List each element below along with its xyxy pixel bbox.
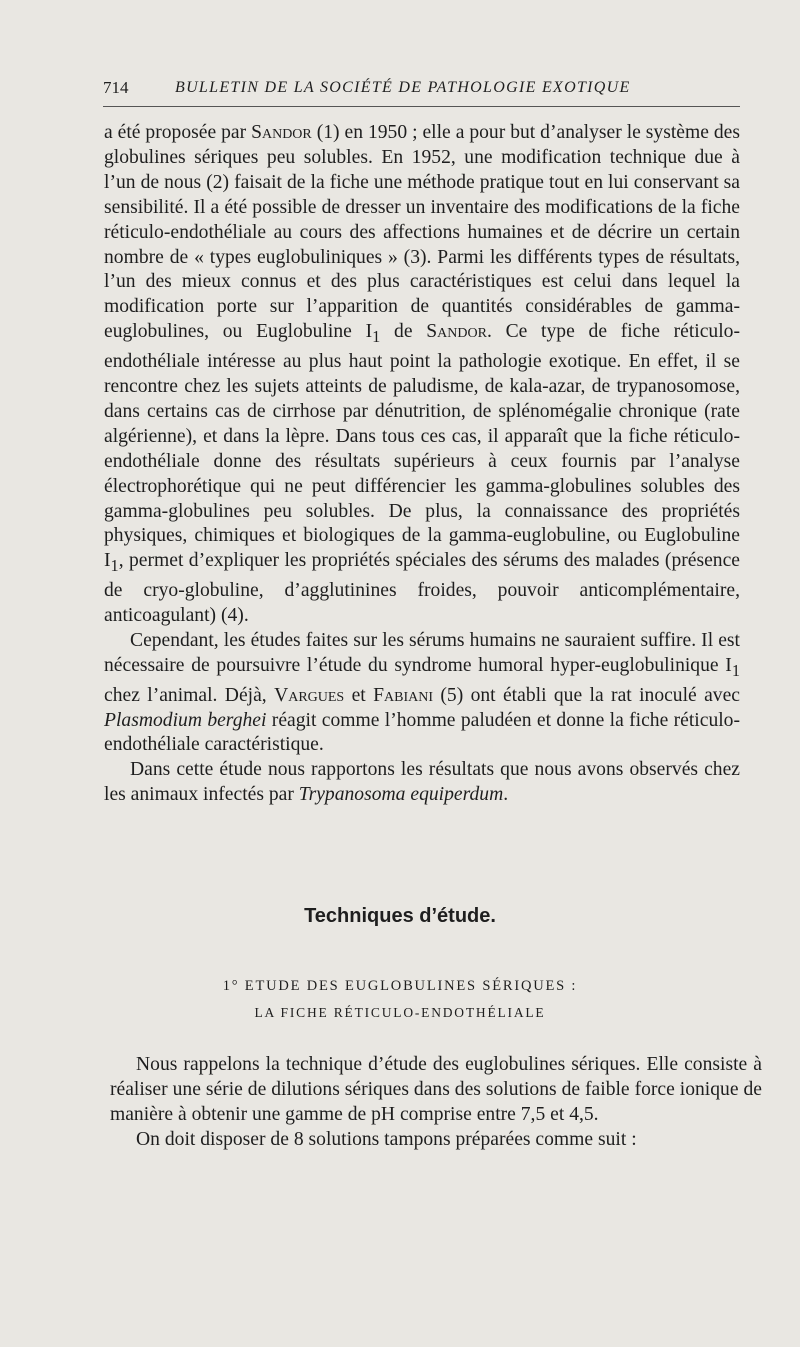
paragraph-1: a été proposée par Sandor (1) en 1950 ; elle a pour but d’analyser le système des globulines sériques peu solubles. En 1952, une modification technique due à l’un de nous (2) faisait de la fiche une méthode pratique tout en lui conservant sa sensibilité. Il a été possible de dresser un inventaire des modifications de la fiche réticulo-endothéliale au cours des affections humaines et de décrire un certain nombre de « types euglobuliniques » (3). Parmi les différents types de résultats, l’un des mieux connus et des plus caractéristiques est celui dans lequel la modification porte sur l’apparition de quantités considérables de gamma-euglobulines, ou Euglobuline $I_1$ de Sandor. Ce type de fiche réticulo-endothéliale intéresse au plus haut point la pathologie exotique. En effet, il se rencontre chez les sujets atteints de paludisme, de kala-azar, de trypanosomose, dans certains cas de cirrhose par dénutrition, de splénomégalie chronique (rate algérienne), et dans la lèpre. Dans tous ces cas, il apparaît que la fiche réticulo-endothéliale donne des résultats supérieurs à ceux fournis par l’analyse électrophorétique qui ne peut différencier les gamma-globulines solubles des gamma-globulines peu solubles. De plus, la connaissance des propriétés physiques, chimiques et biologiques de la gamma-euglobuline, ou Euglobuline $I_1$, permet d’expliquer les propriétés spéciales des sérums des malades (présence de cryo-globuline, d’agglutinines froides, pouvoir anticomplémentaire, anticoagulant) (4).	[104, 122, 740, 627]
page-header	[103, 78, 743, 104]
author-name: Vargues	[274, 684, 345, 706]
paragraph-5: On doit disposer de 8 solutions tampons préparées comme suit :	[136, 1129, 637, 1150]
body-text-bottom	[110, 1052, 762, 1152]
running-head: BULLETIN DE LA SOCIÉTÉ DE PATHOLOGIE EXOTIQUE	[175, 79, 631, 96]
author-name: Fabiani	[373, 684, 433, 706]
paragraph-4: Nous rappelons la technique d’étude des euglobulines sériques. Elle consiste à réaliser une série de dilutions sériques dans des solutions de faible force ionique de manière à obtenir une gamme de pH comprise entre 7,5 et 4,5.	[110, 1054, 762, 1125]
header-rule	[103, 106, 740, 107]
species-name: Plasmodium berghei	[104, 709, 267, 731]
subscript: 1	[110, 556, 119, 576]
subsection-heading-line-2: LA FICHE RÉTICULO-ENDOTHÉLIALE	[254, 1005, 546, 1020]
subscript: 1	[372, 327, 381, 347]
page-number: 714	[103, 78, 129, 97]
species-name: Trypanosoma equiperdum	[298, 784, 504, 806]
paragraph-2: Cependant, les études faites sur les sérums humains ne sauraient suffire. Il est nécessaire de poursuivre l’étude du syndrome humoral hyper-euglobulinique $I_1$ chez l’animal. Déjà, Vargues et Fabiani (5) ont établi que la rat inoculé avec Plasmodium berghei réagit comme l’homme paludéen et donne la fiche réticulo-endothéliale caractéristique.	[104, 629, 741, 756]
section-heading: Techniques d’étude.	[304, 905, 496, 927]
subsection-heading-line-1: 1° ETUDE DES EUGLOBULINES SÉRIQUES :	[222, 978, 578, 994]
subscript: 1	[731, 660, 740, 680]
paragraph-3: Dans cette étude nous rapportons les résultats que nous avons observés chez les animaux infectés par Trypanosoma equiperdum.	[104, 759, 740, 806]
author-name: Sandor	[426, 321, 487, 343]
author-name: Sandor	[251, 122, 312, 143]
body-text-top	[104, 121, 740, 808]
